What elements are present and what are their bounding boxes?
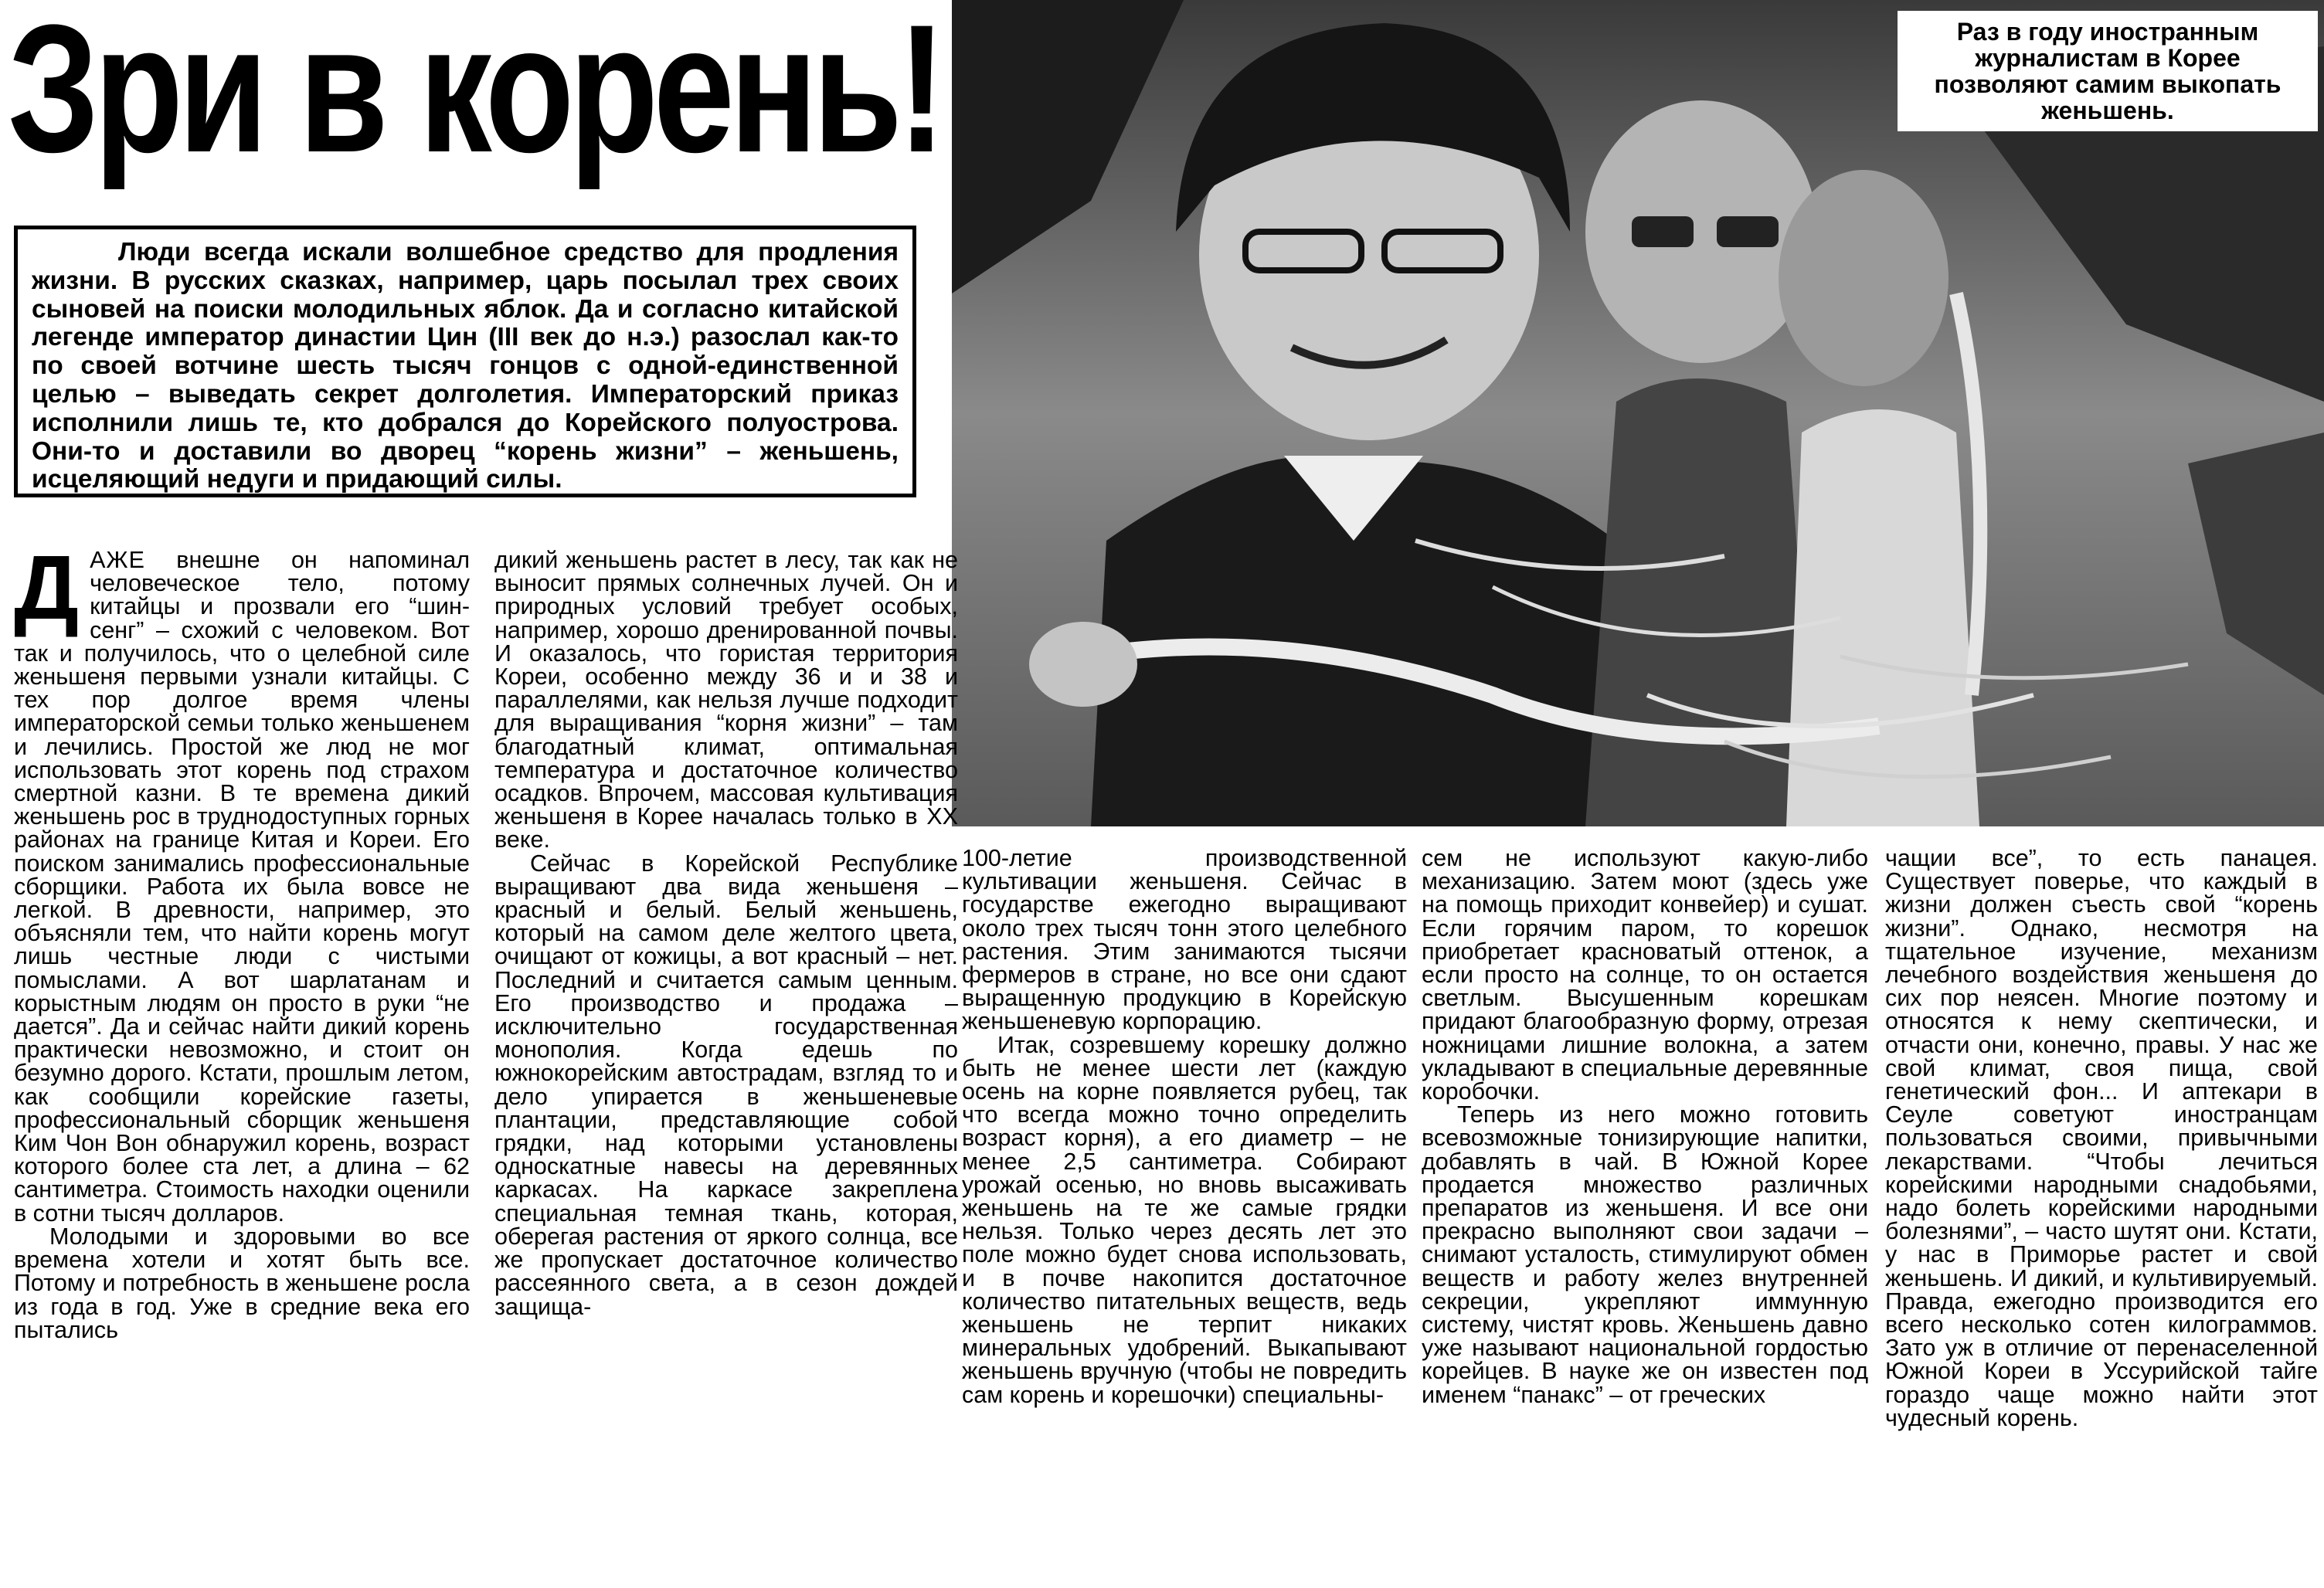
lead-text: Люди всегда искали волшебное средство для продления жизни. В русских сказках, например, царь посылал трех своих сыновей на поиски молодильных яблок. Да и согласно китайской легенде император династии Цин (III век до н.э.) разослал как-то по своей вотчине шесть тысяч гонцов с одной-единственной целью – выведать секрет долголетия. Императорский приказ исполнили лишь те, кто добрался до Корейского полуострова. Они-то и доставили во дворец “корень жизни” – женьшень, исцеляющий недуги и придающий силы. <box>32 238 899 494</box>
paragraph: сем не используют какую-либо механизацию. Затем моют (здесь уже на помощь приходит конвейер) и сушат. Если горячим паром, то корешок приобретает красноватый оттенок, а если просто на солнце, то он остается светлым. Высушенным корешкам придают благообразную форму, отрезая ножницами лишние волокна, а затем укладывают в специальные деревянные коробочки. <box>1422 847 1868 1105</box>
article-column-1 <box>14 548 470 1588</box>
paragraph: дикий женьшень растет в лесу, так как не выносит прямых солнечных лучей. Он и природных условий требует особых, например, хорошо дренированной почвы. И оказалось, что гористая территория Кореи, особенно между 36 и и 38 и параллелями, как нельзя лучше подходит для выращивания “корня жизни” – там благодатный климат, оптимальная температура и достаточное количество осадков. Впрочем, массовая культивация женьшеня в Корее началась только в XX веке. <box>494 548 958 853</box>
paragraph: Теперь из него можно готовить всевозможные тонизирующие напитки, добавлять в чай. В Южной Корее продается множество различных препаратов из женьшеня. И все они прекрасно выполняют свои задачи – снимают усталость, стимулируют обмен веществ и работу желез внутренней секреции, укрепляют иммунную систему, чистят кровь. Женьшень давно уже называют национальной гордостью корейцев. В науке же он известен под именем “панакс” – от греческих <box>1422 1101 1868 1408</box>
headline: Зри в корень! <box>8 0 942 191</box>
lead-box <box>14 226 916 497</box>
lead-caps: АЖЕ <box>90 548 145 573</box>
photo-caption: Раз в году иностранным журналистам в Корее позволяют самим выкопать женьшень. <box>1898 11 2318 131</box>
article-column-2 <box>494 548 958 1588</box>
paragraph-text: внешне он напоминал человеческое тело, потому китайцы и прозвали его “шин-сенг” – схожий с человеком. Вот так и получилось, что о целебной силе женьшеня первыми узнали китайцы. С тех пор долгое время члены императорской семьи только женьшенем и лечились. Простой же люд не мог использовать этот корень под страхом смертной казни. В те времена дикий женьшень рос в труднодоступных горных районах на границе Китая и Кореи. Его поиском занимались профессиональные сборщики. Работа их была вовсе не легкой. В древности, например, это объясняли тем, что найти корень могут лишь честные люди с чистыми помыслами. А вот шарлатанам и корыстным людям он просто в руки “не дается”. Да и сейчас найти дикий корень практически невозможно, и стоит он безумно дорого. Кстати, прошлым летом, как сообщили корейские газеты, профессиональный сборщик женьшеня Ким Чон Вон обнаружил корень, возраст которого более ста лет, а длина – 62 сантиметра. Стоимость находки оценили в сотни тысяч долларов. <box>14 548 470 1227</box>
paragraph: чащии все”, то есть панацея. Существует поверье, что каждый в жизни должен съесть свой “корень жизни”. Однако, несмотря на тщательное изучение, механизм лечебного воздействия женьшеня до сих пор неясен. Многие поэтому и относятся к нему скептически, и отчасти они, конечно, правы. У нас же свой климат, своя пища, свой генетический фон... И аптекари в Сеуле советуют иностранцам пользоваться своими, привычными лекарствами. “Чтобы лечиться корейскими народными снадобьями, надо болеть корейскими народными болезнями”, – часто шутят они. Кстати, у нас в Приморье растет и свой женьшень. И дикий, и культивируемый. Правда, ежегодно производится его всего несколько сотен килограммов. Зато уж в отличие от перенаселенной Южной Кореи в Уссурийской тайге гораздо чаще можно найти этот чудесный корень. <box>1885 847 2318 1431</box>
paragraph: 100-летие производственной культивации женьшеня. Сейчас в государстве ежегодно выращивают около трех тысяч тонн этого целебного растения. Этим занимаются тысячи фермеров в стране, но все они сдают выращенную продукцию в Корейскую женьшеневую корпорацию. <box>962 847 1407 1035</box>
article-column-5 <box>1885 847 2318 1588</box>
paragraph <box>14 548 470 1225</box>
paragraph: Сейчас в Корейской Республике выращивают два вида женьшеня – красный и белый. Белый женьшень, который на самом деле желтого цвета, очищают от кожицы, а вот красный – нет. Последний и считается самым ценным. Его производство и продажа – исключительно государственная монополия. Когда едешь по южнокорейским автострадам, взгляд то и дело упирается в женьшеневые плантации, представляющие собой грядки, над которыми установлены односкатные навесы на деревянных каркасах. На каркасе закреплена специальная темная ткань, которая, оберегая растения от яркого солнца, все же пропускает достаточное количество рассеянного света, а в сезон дождей защища- <box>494 850 958 1320</box>
paragraph: Итак, созревшему корешку должно быть не менее шести лет (каждую осень на корне появляется рубец, так что всегда можно точно определить возраст корня), а его диаметр – не менее 2,5 сантиметра. Собирают урожай осенью, но вновь высаживать женьшень на те же самые грядки нельзя. Только через десять лет это поле можно будет снова использовать, и в почве накопится достаточное количество питательных веществ, ведь женьшень не терпит никаких минеральных удобрений. Выкапывают женьшень вручную (чтобы не повредить сам корень и корешочки) специальны- <box>962 1031 1407 1408</box>
dropcap: Д <box>14 548 80 639</box>
article-column-3 <box>962 847 1407 1588</box>
photo <box>952 0 2324 826</box>
article-column-4 <box>1422 847 1868 1588</box>
paragraph: Молодыми и здоровыми во все времена хотели и хотят быть все. Потому и потребность в женьшене росла из года в год. Уже в средние века его пытались <box>14 1223 470 1343</box>
